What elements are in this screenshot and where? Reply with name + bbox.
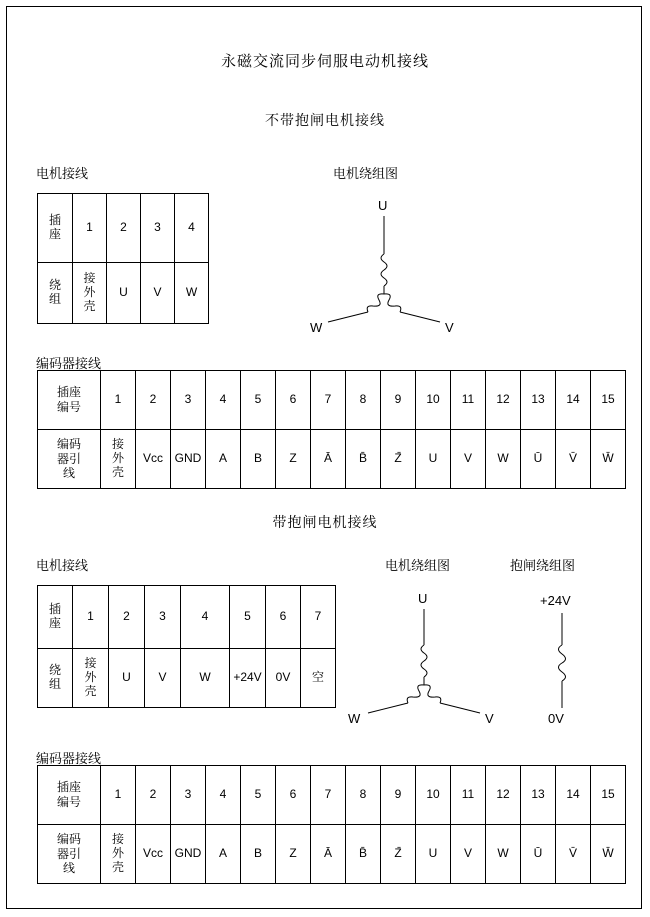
row-header-winding: 绕组 xyxy=(38,263,73,324)
brake-winding-diagram xyxy=(520,583,630,728)
cell: 3 xyxy=(141,194,175,263)
cell: 2 xyxy=(136,766,171,825)
cell: 11 xyxy=(451,766,486,825)
cell: A xyxy=(206,825,241,884)
label-motor-wiring-2: 电机接线 xyxy=(36,558,89,573)
table-row xyxy=(38,194,209,263)
cell: 8 xyxy=(346,766,381,825)
table-row xyxy=(38,766,626,825)
cell: B̄ xyxy=(346,430,381,489)
cell: 4 xyxy=(206,766,241,825)
cell: 11 xyxy=(451,371,486,430)
cell: 2 xyxy=(136,371,171,430)
cell: Vcc xyxy=(136,430,171,489)
cell: 2 xyxy=(109,586,145,649)
cell: 3 xyxy=(145,586,181,649)
cell: Ā xyxy=(311,430,346,489)
cell: 4 xyxy=(206,371,241,430)
cell: Ū xyxy=(521,430,556,489)
cell: B xyxy=(241,430,276,489)
label-encoder-wiring-1: 编码器接线 xyxy=(36,356,102,371)
page-title: 永磁交流同步伺服电动机接线 xyxy=(220,53,429,70)
cell: 10 xyxy=(416,766,451,825)
winding-diagram-1 xyxy=(300,190,500,340)
cell: 4 xyxy=(181,586,230,649)
cell: U xyxy=(107,263,141,324)
cell: V xyxy=(451,825,486,884)
cell: 7 xyxy=(311,766,346,825)
cell: 1 xyxy=(73,586,109,649)
row-header-socket: 插座 xyxy=(38,194,73,263)
winding-label-w: W xyxy=(348,711,361,726)
table-motor-brake xyxy=(37,585,336,708)
row-header-socket: 插座 xyxy=(38,586,73,649)
cell: B xyxy=(241,825,276,884)
cell: 接外壳 xyxy=(101,825,136,884)
cell: U xyxy=(416,430,451,489)
cell: 7 xyxy=(301,586,336,649)
cell: 1 xyxy=(73,194,107,263)
winding-diagram-2 xyxy=(340,583,530,728)
cell: W xyxy=(486,430,521,489)
cell: 2 xyxy=(107,194,141,263)
cell: 13 xyxy=(521,766,556,825)
cell: W xyxy=(175,263,209,324)
cell: 1 xyxy=(101,766,136,825)
row-header-encoder-lead: 编码器引线 xyxy=(38,825,101,884)
brake-label-top: +24V xyxy=(540,593,571,608)
table-motor-no-brake xyxy=(37,193,209,324)
cell: 5 xyxy=(230,586,266,649)
cell: B̄ xyxy=(346,825,381,884)
section-heading-brake: 带抱闸电机接线 xyxy=(272,514,378,530)
cell: W xyxy=(181,649,230,708)
cell: 13 xyxy=(521,371,556,430)
cell: V̄ xyxy=(556,430,591,489)
winding-label-w: W xyxy=(310,320,323,335)
label-motor-wiring-1: 电机接线 xyxy=(36,166,89,181)
label-brake-diagram: 抱闸绕组图 xyxy=(510,558,576,573)
cell: 接外壳 xyxy=(73,263,107,324)
cell: 空 xyxy=(301,649,336,708)
row-header-encoder-lead: 编码器引线 xyxy=(38,430,101,489)
table-row xyxy=(38,586,336,649)
table-row xyxy=(38,371,626,430)
cell: 3 xyxy=(171,766,206,825)
cell: 5 xyxy=(241,371,276,430)
cell: +24V xyxy=(230,649,266,708)
cell: 6 xyxy=(276,371,311,430)
cell: 8 xyxy=(346,371,381,430)
winding-label-v: V xyxy=(485,711,494,726)
cell: Ā xyxy=(311,825,346,884)
label-winding-diagram-1: 电机绕组图 xyxy=(333,166,399,181)
cell: V xyxy=(451,430,486,489)
table-row xyxy=(38,263,209,324)
cell: GND xyxy=(171,430,206,489)
cell: 接外壳 xyxy=(101,430,136,489)
cell: U xyxy=(109,649,145,708)
cell: Z̄ xyxy=(381,825,416,884)
table-row xyxy=(38,649,336,708)
brake-label-bottom: 0V xyxy=(548,711,564,726)
row-header-socket-number: 插座编号 xyxy=(38,766,101,825)
cell: V xyxy=(145,649,181,708)
cell: 0V xyxy=(266,649,301,708)
table-encoder-1 xyxy=(37,370,626,489)
table-row xyxy=(38,430,626,489)
cell: 接外壳 xyxy=(73,649,109,708)
winding-label-v: V xyxy=(445,320,454,335)
cell: 9 xyxy=(381,766,416,825)
cell: GND xyxy=(171,825,206,884)
cell: 15 xyxy=(591,766,626,825)
cell: 15 xyxy=(591,371,626,430)
table-encoder-2 xyxy=(37,765,626,884)
cell: W̄ xyxy=(591,430,626,489)
cell: Z̄ xyxy=(381,430,416,489)
cell: V̄ xyxy=(556,825,591,884)
cell: 1 xyxy=(101,371,136,430)
cell: 6 xyxy=(276,766,311,825)
cell: 14 xyxy=(556,371,591,430)
cell: 4 xyxy=(175,194,209,263)
cell: 10 xyxy=(416,371,451,430)
cell: A xyxy=(206,430,241,489)
row-header-socket-number: 插座编号 xyxy=(38,371,101,430)
table-row xyxy=(38,825,626,884)
cell: Z xyxy=(276,825,311,884)
cell: 3 xyxy=(171,371,206,430)
cell: 6 xyxy=(266,586,301,649)
row-header-winding: 绕组 xyxy=(38,649,73,708)
winding-label-u: U xyxy=(378,198,388,213)
cell: W xyxy=(486,825,521,884)
label-winding-diagram-2: 电机绕组图 xyxy=(385,558,451,573)
cell: Z xyxy=(276,430,311,489)
cell: 12 xyxy=(486,766,521,825)
winding-label-u: U xyxy=(418,591,428,606)
cell: Vcc xyxy=(136,825,171,884)
cell: 9 xyxy=(381,371,416,430)
cell: U xyxy=(416,825,451,884)
cell: Ū xyxy=(521,825,556,884)
cell: 14 xyxy=(556,766,591,825)
cell: V xyxy=(141,263,175,324)
cell: 12 xyxy=(486,371,521,430)
section-heading-no-brake: 不带抱闸电机接线 xyxy=(265,112,385,128)
cell: 5 xyxy=(241,766,276,825)
cell: 7 xyxy=(311,371,346,430)
cell: W̄ xyxy=(591,825,626,884)
label-encoder-wiring-2: 编码器接线 xyxy=(36,751,102,766)
